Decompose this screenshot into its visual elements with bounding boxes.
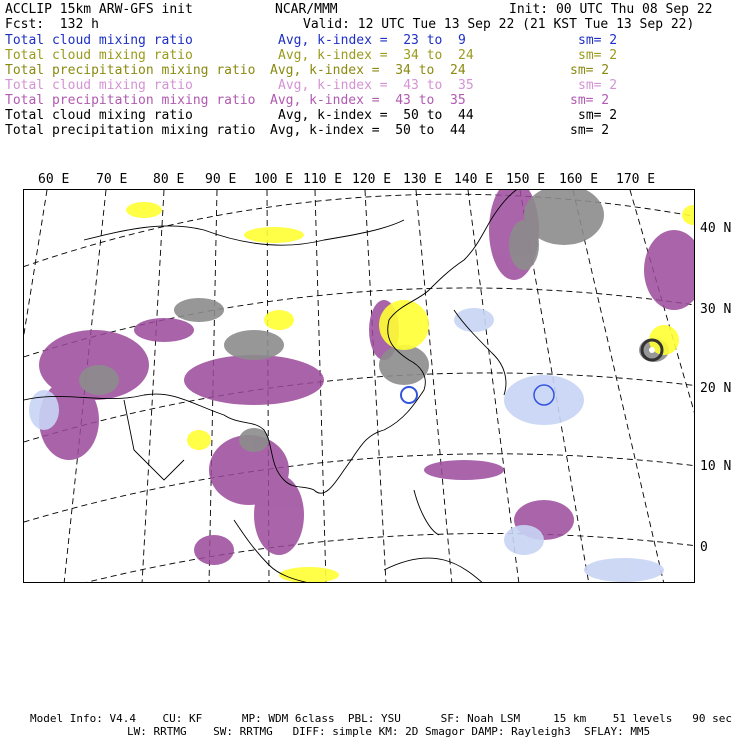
lon-label: 130 E xyxy=(403,172,443,187)
legend-field: Total cloud mixing ratio xyxy=(5,108,193,123)
init-time: Init: 00 UTC Thu 08 Sep 22 xyxy=(509,2,713,17)
lon-label: 110 E xyxy=(303,172,343,187)
legend-avg: Avg, k-index = 43 to 35 xyxy=(270,93,466,108)
legend-avg: Avg, k-index = 23 to 9 xyxy=(278,33,466,48)
lat-label: 40 N xyxy=(700,221,732,236)
legend-sm: sm= 2 xyxy=(578,48,618,63)
lat-label: 10 N xyxy=(700,459,732,474)
lon-label: 140 E xyxy=(454,172,494,187)
model-info-line2: LW: RRTMG SW: RRTMG DIFF: simple KM: 2D Smagor DAMP: Rayleigh3 SFLAY: MM5 xyxy=(127,725,651,738)
legend-avg: Avg, k-index = 50 to 44 xyxy=(278,108,474,123)
legend-avg: Avg, k-index = 34 to 24 xyxy=(270,63,466,78)
lat-label: 0 xyxy=(700,540,708,555)
lon-label: 100 E xyxy=(254,172,294,187)
lon-label: 70 E xyxy=(96,172,128,187)
valid-time: Valid: 12 UTC Tue 13 Sep 22 (21 KST Tue 13 Sep 22) xyxy=(303,17,695,32)
legend-sm: sm= 2 xyxy=(570,63,610,78)
lon-label: 160 E xyxy=(559,172,599,187)
legend-sm: sm= 2 xyxy=(578,108,618,123)
legend-sm: sm= 2 xyxy=(578,78,618,93)
legend-sm: sm= 2 xyxy=(570,123,610,138)
lon-label: 90 E xyxy=(205,172,237,187)
forecast-hour: Fcst: 132 h xyxy=(5,17,99,32)
legend-row xyxy=(5,33,193,48)
legend-sm: sm= 2 xyxy=(570,93,610,108)
map-canvas xyxy=(24,190,695,583)
legend-avg: Avg, k-index = 43 to 35 xyxy=(278,78,474,93)
lon-label: 150 E xyxy=(506,172,546,187)
legend-field: Total precipitation mixing ratio xyxy=(5,63,256,78)
legend-field: Total cloud mixing ratio xyxy=(5,33,193,48)
legend-sm: sm= 2 xyxy=(578,33,618,48)
lat-label: 30 N xyxy=(700,302,732,317)
legend-avg: Avg, k-index = 50 to 44 xyxy=(270,123,466,138)
lat-line-10n xyxy=(24,454,695,525)
legend-field: Total precipitation mixing ratio xyxy=(5,123,256,138)
legend-avg: Avg, k-index = 34 to 24 xyxy=(278,48,474,63)
legend-field: Total cloud mixing ratio xyxy=(5,78,193,93)
map-panel xyxy=(23,189,695,583)
lon-label: 120 E xyxy=(352,172,392,187)
lon-label: 60 E xyxy=(38,172,70,187)
model-title: ACCLIP 15km ARW-GFS init xyxy=(5,2,193,17)
lat-label: 20 N xyxy=(700,381,732,396)
lon-label: 80 E xyxy=(153,172,185,187)
model-info-line1: Model Info: V4.4 CU: KF MP: WDM 6class PBL: YSU SF: Noah LSM 15 km 51 levels 90 sec xyxy=(30,712,732,725)
legend-field: Total precipitation mixing ratio xyxy=(5,93,256,108)
org-label: NCAR/MMM xyxy=(275,2,338,17)
lon-label: 170 E xyxy=(616,172,656,187)
legend-field: Total cloud mixing ratio xyxy=(5,48,193,63)
